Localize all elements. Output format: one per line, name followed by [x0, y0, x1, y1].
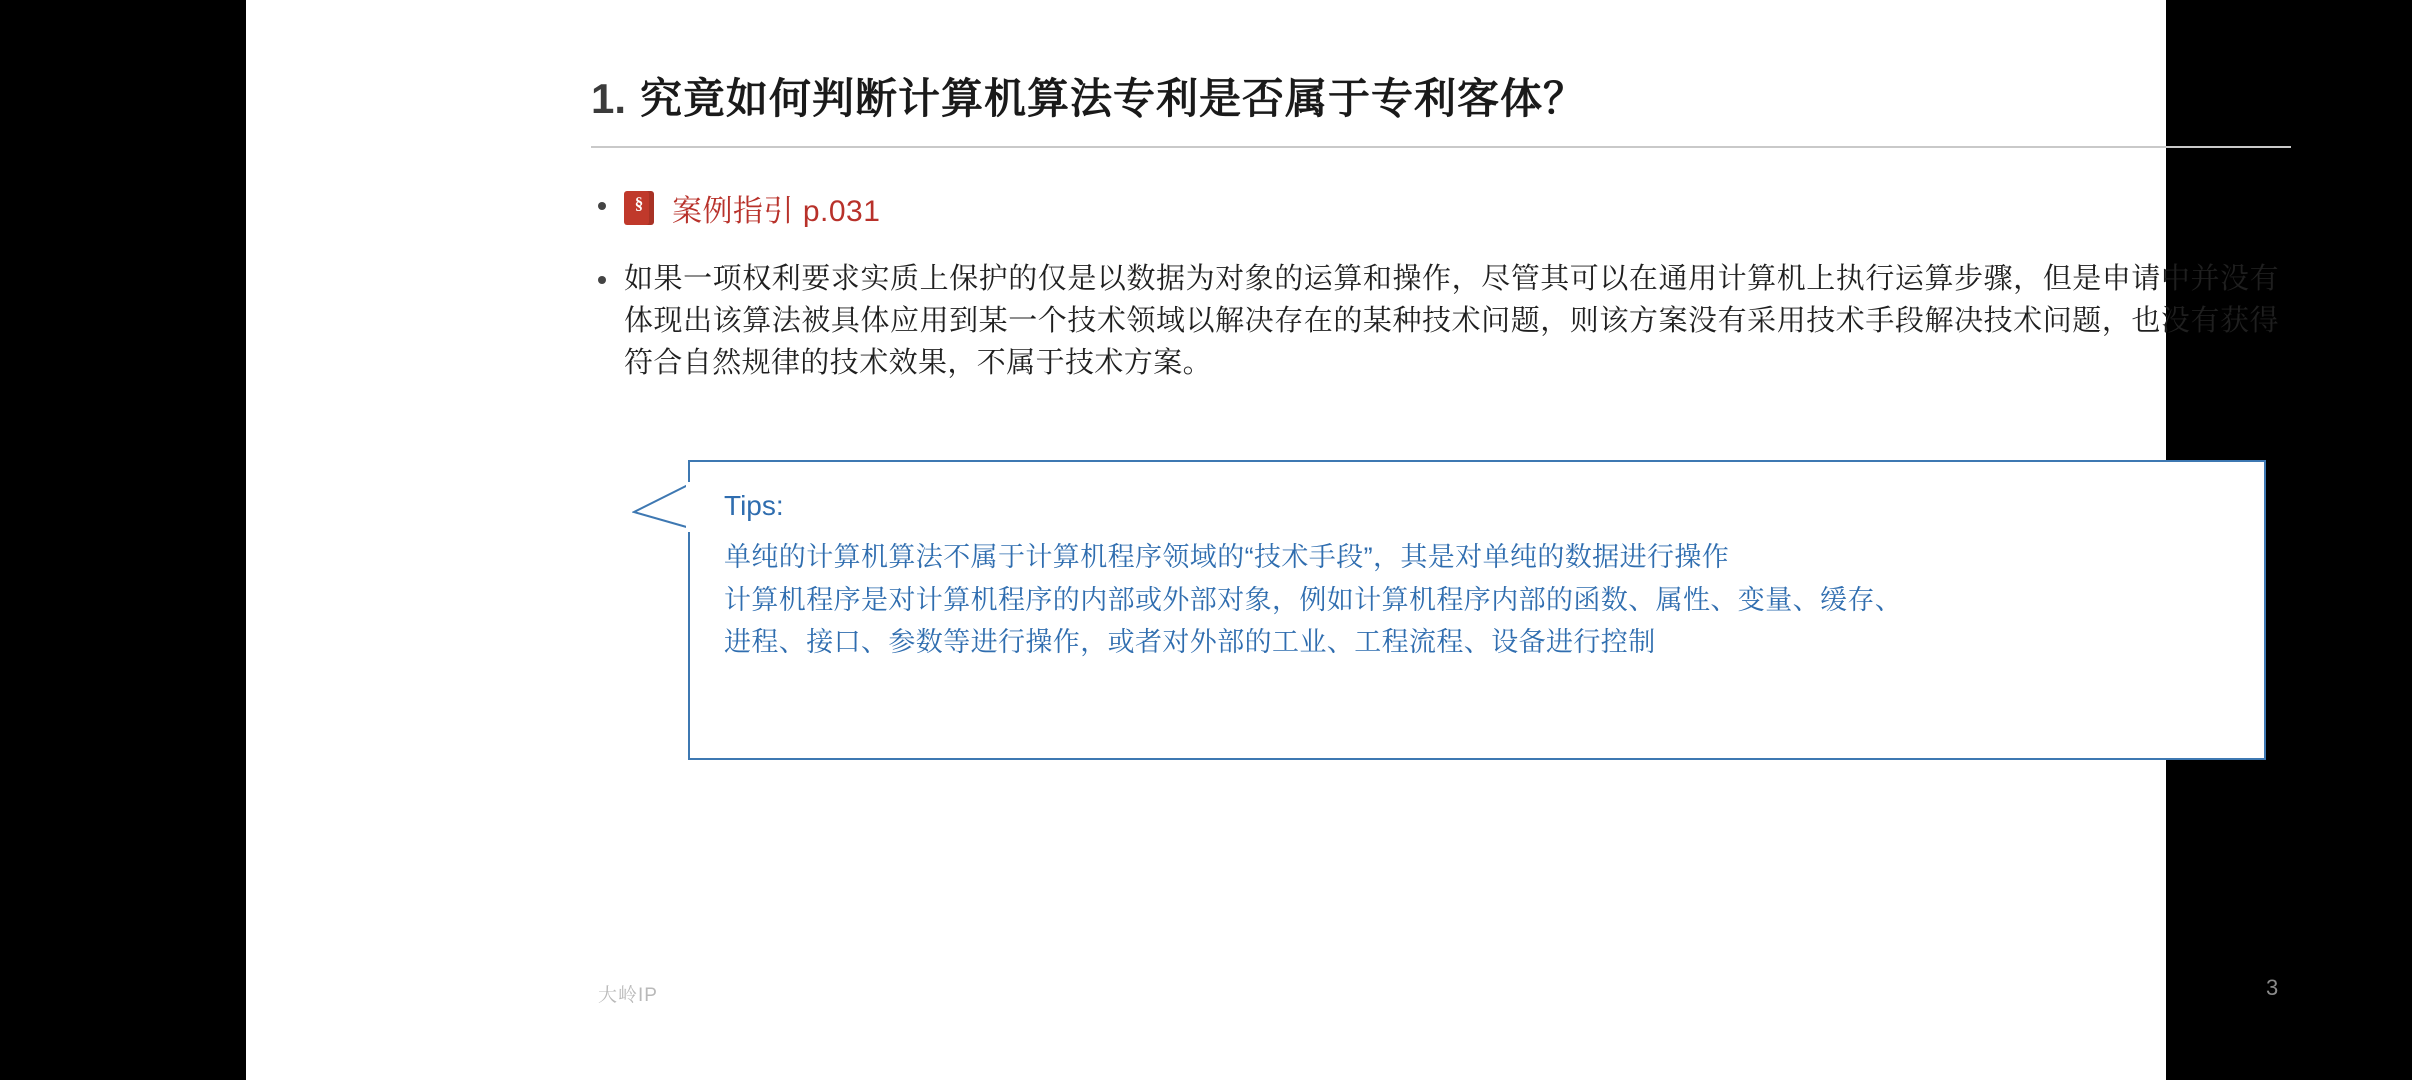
tips-label: Tips: [724, 490, 784, 521]
title-number: 1. [591, 75, 627, 122]
tips-callout [688, 460, 2266, 760]
law-book-icon [624, 191, 654, 225]
title-divider [591, 146, 2291, 148]
bullet-dot-icon [598, 276, 606, 284]
footer-brand: 大岭IP [598, 985, 658, 1006]
list-item-paragraph [598, 258, 2288, 384]
tips-line-2: 计算机程序是对计算机程序的内部或外部对象，例如计算机程序内部的函数、属性、变量、缓存、 [724, 584, 1903, 615]
page-title [591, 75, 2281, 122]
body-paragraph: 如果一项权利要求实质上保护的仅是以数据为对象的运算和操作，尽管其可以在通用计算机上执行运算步骤，但是申请中并没有体现出该算法被具体应用到某一个技术领域以解决存在的某种技术问题，则该方案没有采用技术手段解决技术问题，也没有获得符合自然规律的技术效果，不属于技术方案。 [624, 263, 2279, 380]
title-text: 究竟如何判断计算机算法专利是否属于专利客体？ [640, 75, 1587, 122]
tips-line-1: 单纯的计算机算法不属于计算机程序领域的“技术手段”，其是对单纯的数据进行操作 [724, 542, 1730, 572]
callout-tail-icon [632, 482, 692, 542]
law-book-glyph: § [634, 194, 644, 213]
list-item-case-guide [598, 186, 880, 230]
tips-line-3: 进程、接口、参数等进行操作，或者对外部的工业、工程流程、设备进行控制 [724, 627, 1656, 658]
slide-canvas [246, 0, 2279, 1080]
case-guide-label: 案例指引 p.031 [672, 195, 881, 228]
bullet-dot-icon [598, 202, 606, 210]
page-number: 3 [2266, 975, 2279, 1000]
